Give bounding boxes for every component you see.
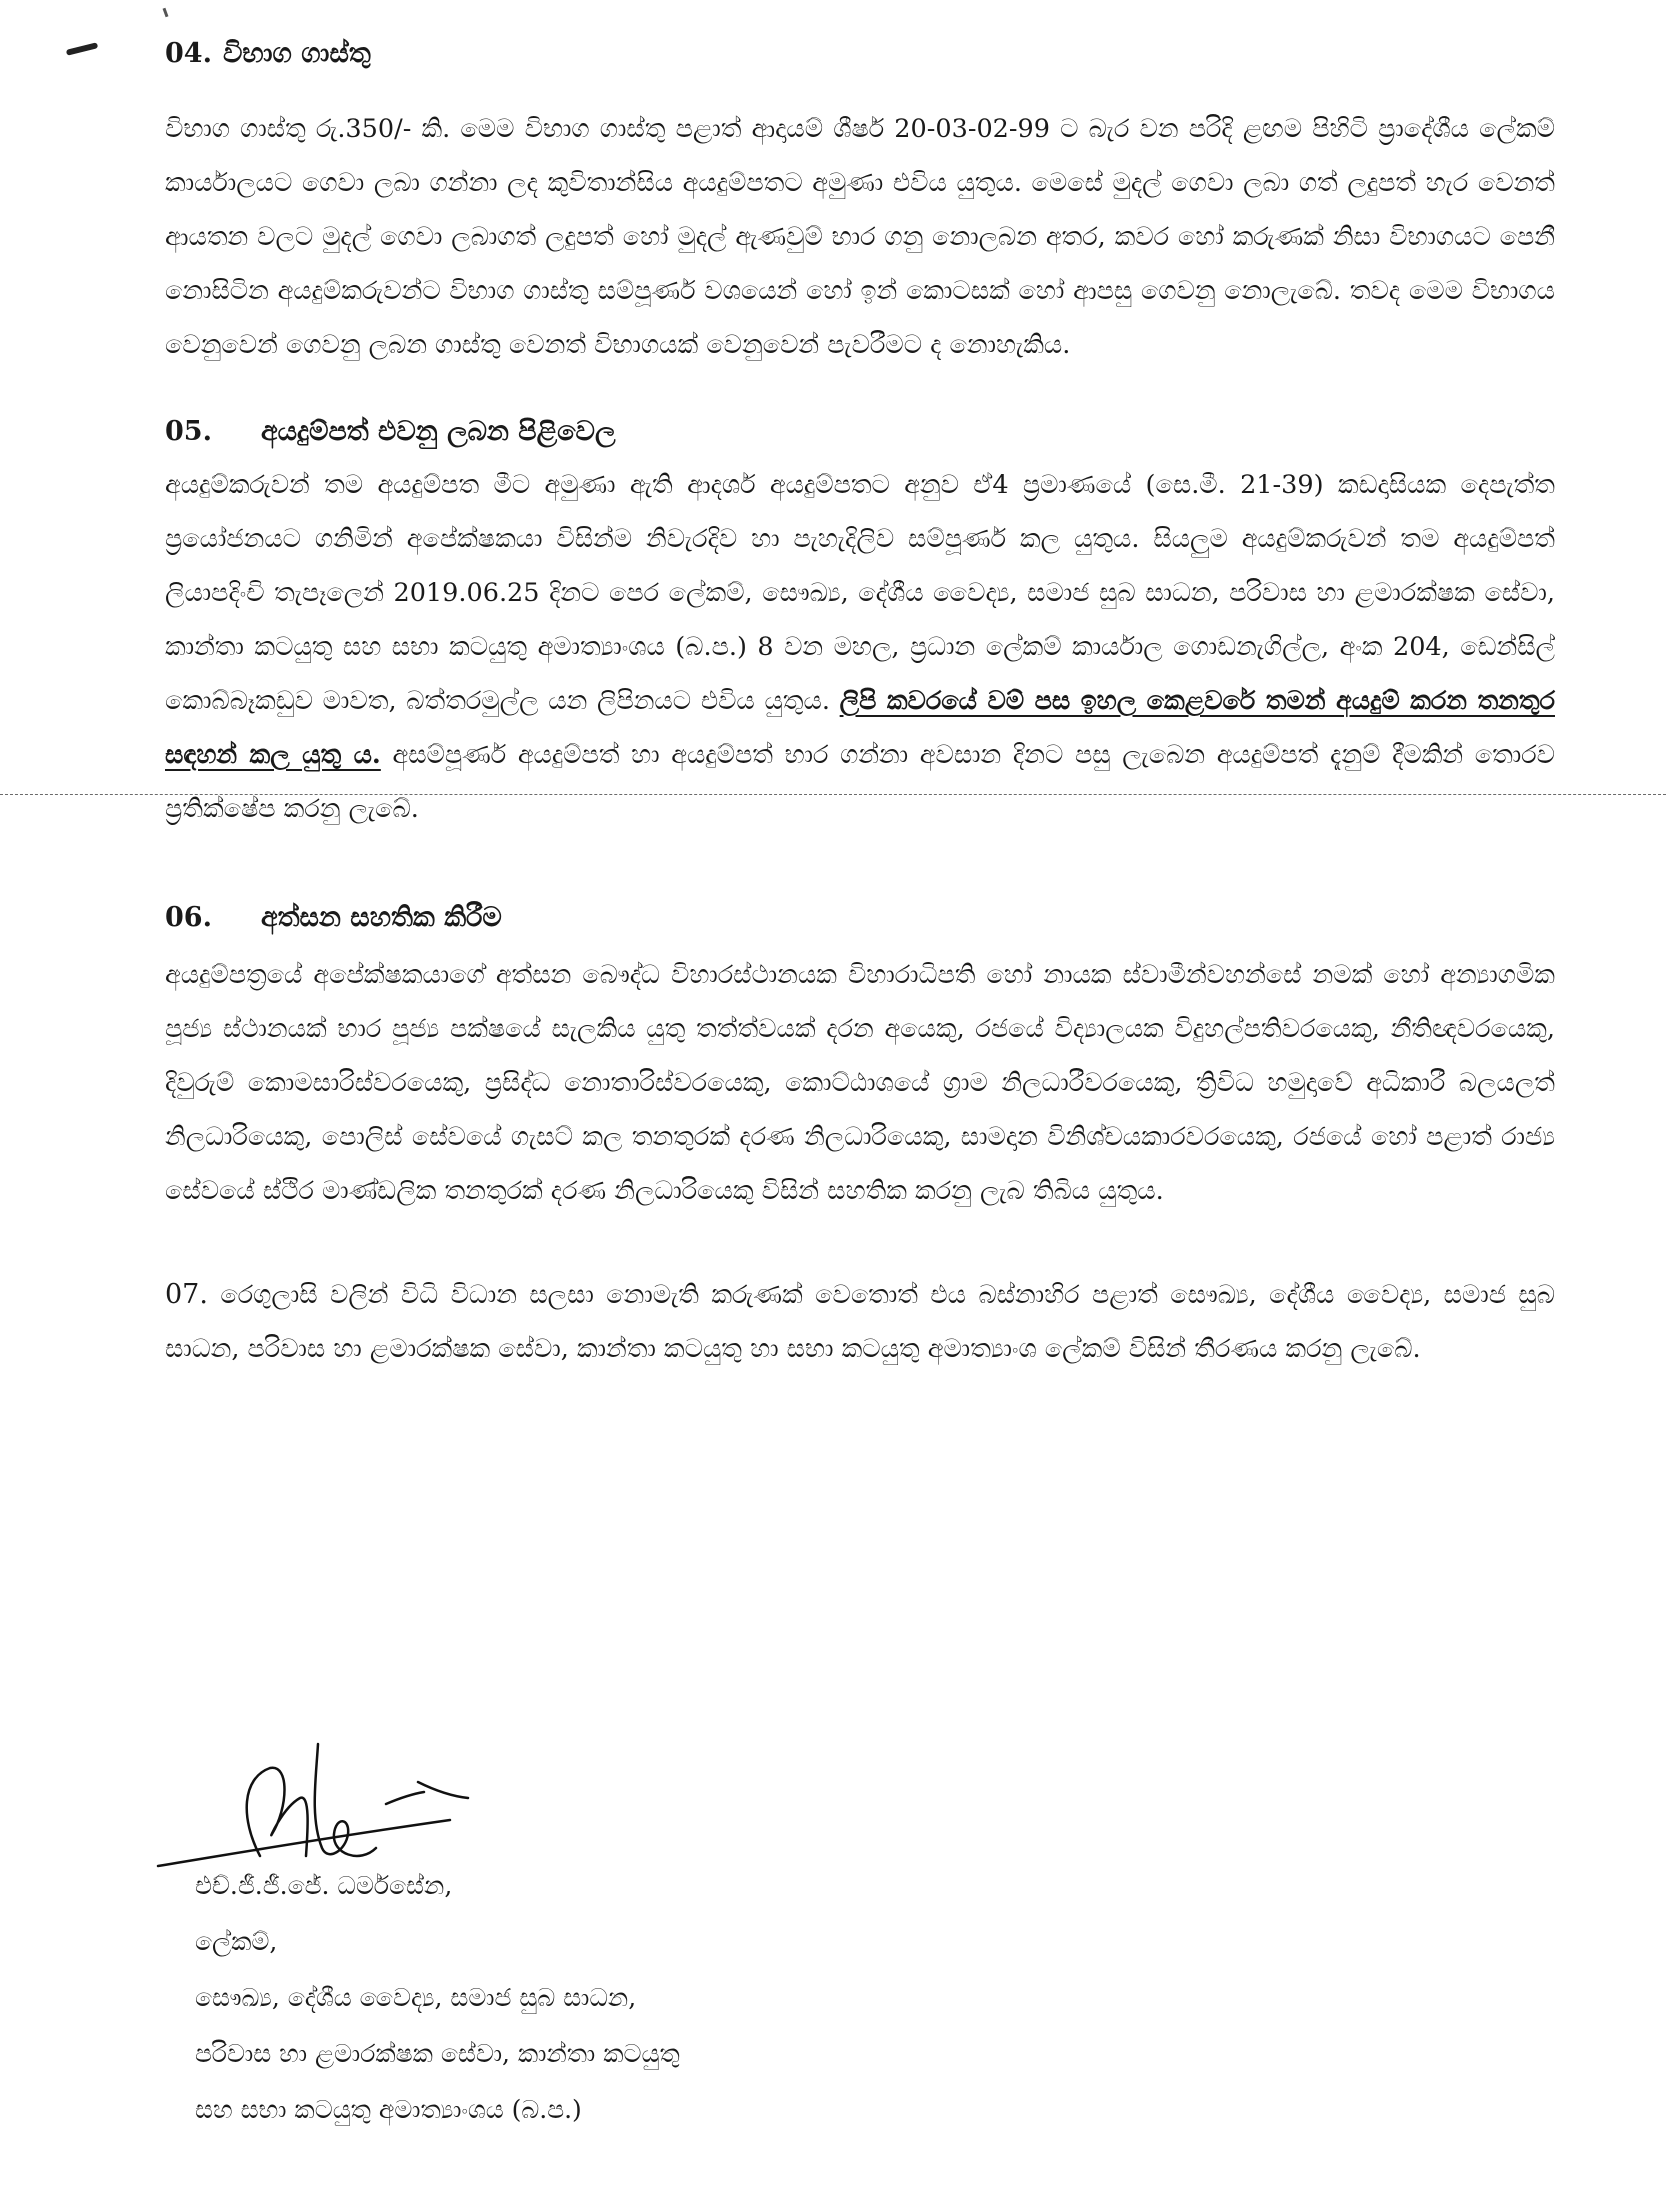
signatory-block bbox=[195, 1858, 680, 2138]
section-05 bbox=[165, 412, 1555, 836]
signatory-designation: ලේකම්, bbox=[195, 1927, 278, 1956]
section-number: 06. bbox=[165, 902, 212, 933]
document-body bbox=[165, 34, 1555, 1376]
signatory-ministry-line: සෞඛ්‍ය, දේශීය වෛද්‍ය, සමාජ සුබ සාධන, bbox=[195, 1983, 637, 2012]
section-paragraph: අයදුම්පත්‍රයේ අපේක්ෂකයාගේ අත්සන බෞද්ධ විහාරස්ථානයක විහාරාධිපති හෝ නායක ස්වාමීන්වහන්සේ නමක් හෝ අන්‍යාගමික පූජ්‍ය ස්ථානයක් භාර පූජ්‍ය පක්ෂයේ සැලකිය යුතු තත්ත්වයක් දරන අයෙකු, රජයේ විද්‍යාලයක විදුහල්පතිවරයෙකු, නීතිඥවරයෙකු, දිවුරුම් කොමසාරිස්වරයෙකු, ප්‍රසිද්ධ නොතාරිස්වරයෙකු, කොට්ඨාශයේ ග්‍රාම නිලධාරීවරයෙකු, ත්‍රිවිධ හමුදාවේ අධිකාරී බලයලත් නිලධාරියෙකු, පොලිස් සේවයේ ගැසට් කල තනතුරක් දරණ නිලධාරියෙකු, සාමදාන විනිශ්චයකාරවරයෙකු, රජයේ හෝ පළාත් රාජ්‍ය සේවයේ ස්ථිර මාණ්ඩලික තනතුරක් දරණ නිලධාරියෙකු විසින් සහතික කරනු ලැබ තිබිය යුතුය. bbox=[165, 960, 1555, 1206]
section-heading bbox=[165, 412, 1555, 452]
section-paragraph bbox=[165, 1268, 1555, 1376]
section-title: විභාග ගාස්තු bbox=[223, 38, 371, 69]
paragraph-text: අයදුම්කරුවන් තම අයදුම්පත මීට අමුණා ඇති ආදර්ශ අයදුම්පතට අනුව ඒ4 ප්‍රමාණයේ (සෙ.මී. 21-39) කඩදාසියක දෙපැත්ත ප්‍රයෝජනයට ගනිමින් අපේක්ෂකයා විසින්ම නිවැරදිව හා පැහැදිලිව සම්පූර්ණ කල යුතුය. සියලුම අයදුම්කරුවන් තම අයදුම්පත් ලියාපදිංචි තැපෑලෙන් 2019.06.25 දිනට පෙර ලේකම්, සෞඛ්‍ය, දේශීය වෛද්‍ය, සමාජ සුබ සාධන, පරිවාස හා ළමාරක්ෂක සේවා, කාන්තා කටයුතු සහ සභා කටයුතු අමාත්‍යාංශය (බ.ප.) 8 වන මහල, ප්‍රධාන ලේකම් කාර්යාල ගොඩනැගිල්ල, අංක 204, ඩෙන්සිල් කොබ්බෑකඩුව මාවත, බත්තරමුල්ල යන ලිපිනයට එවිය යුතුය. bbox=[165, 470, 1555, 716]
section-04 bbox=[165, 34, 1555, 372]
underlined-instruction: ලිපි කවරයේ වම් පස ඉහල කෙළවරේ තමන් අයදුම් කරන තනතුර සඳහන් කල යුතු ය. bbox=[165, 686, 1555, 770]
section-number: 07. bbox=[165, 1279, 208, 1310]
scan-mark bbox=[163, 8, 169, 17]
signatory-name: එච්.ජී.ජී.ජේ. ධර්මසේන, bbox=[195, 1871, 453, 1900]
section-paragraph bbox=[165, 458, 1555, 836]
section-title: අත්සන සහතික කිරීම bbox=[261, 902, 502, 933]
paragraph-text: රෙගුලාසි වලින් විධි විධාන සලසා නොමැති කරුණක් වෙතොත් එය බස්නාහිර පළාත් සෞඛ්‍ය, දේශීය වෛද්‍ය, සමාජ සුබ සාධන, පරිවාස හා ළමාරක්ෂක සේවා, කාන්තා කටයුතු හා සභා කටයුතු අමාත්‍යාංශ ලේකම් විසින් තීරණය කරනු ලැබේ. bbox=[165, 1280, 1555, 1364]
section-heading bbox=[165, 898, 1555, 938]
section-number: 04. bbox=[165, 38, 212, 69]
section-number: 05. bbox=[165, 416, 212, 447]
section-06 bbox=[165, 898, 1555, 1218]
scan-mark bbox=[66, 42, 99, 56]
section-heading bbox=[165, 34, 1555, 74]
section-07 bbox=[165, 1268, 1555, 1376]
section-title: අයදුම්පත් එවනු ලබන පිළිවෙල bbox=[261, 416, 616, 447]
signatory-ministry-line: පරිවාස හා ළමාරක්ෂක සේවා, කාන්තා කටයුතු bbox=[195, 2039, 680, 2068]
signatory-ministry-line: සහ සභා කටයුතු අමාත්‍යාංශය (බ.ප.) bbox=[195, 2095, 582, 2124]
section-paragraph: විභාග ගාස්තු රු.350/- කි. මෙම විභාග ගාස්තු පළාත් ආදායම් ශීර්ෂ 20-03-02-99 ට බැර වන පරිදි ළඟම පිහිටි ප්‍රාදේශීය ලේකම් කාර්යාලයට ගෙවා ලබා ගන්නා ලද කුවිතාන්සිය අයදුම්පතට අමුණා එවිය යුතුය. මෙසේ මුදල් ගෙවා ලබා ගත් ලදුපත් හැර වෙනත් ආයතන වලට මුදල් ගෙවා ලබාගත් ලදුපත් හෝ මුදල් ඇණවුම් භාර ගනු නොලබන අතර, කවර හෝ කරුණක් නිසා විභාගයට පෙනී නොසිටින අයදුම්කරුවන්ට විභාග ගාස්තු සම්පූර්ණ වශයෙන් හෝ ඉන් කොටසක් හෝ ආපසු ගෙවනු නොලැබේ. තවද මෙම විභාගය වෙනුවෙන් ගෙවනු ලබන ගාස්තු වෙනත් විභාගයක් වෙනුවෙන් පැවරීමට ද නොහැකිය. bbox=[165, 114, 1555, 360]
paragraph-text: අසම්පූර්ණ අයදුම්පත් හා අයදුම්පත් භාර ගන්නා අවසාන දිනට පසු ලැබෙන අයදුම්පත් දැනුම් දීමකින් තොරව ප්‍රතික්ෂේප කරනු ලැබේ. bbox=[165, 740, 1555, 824]
